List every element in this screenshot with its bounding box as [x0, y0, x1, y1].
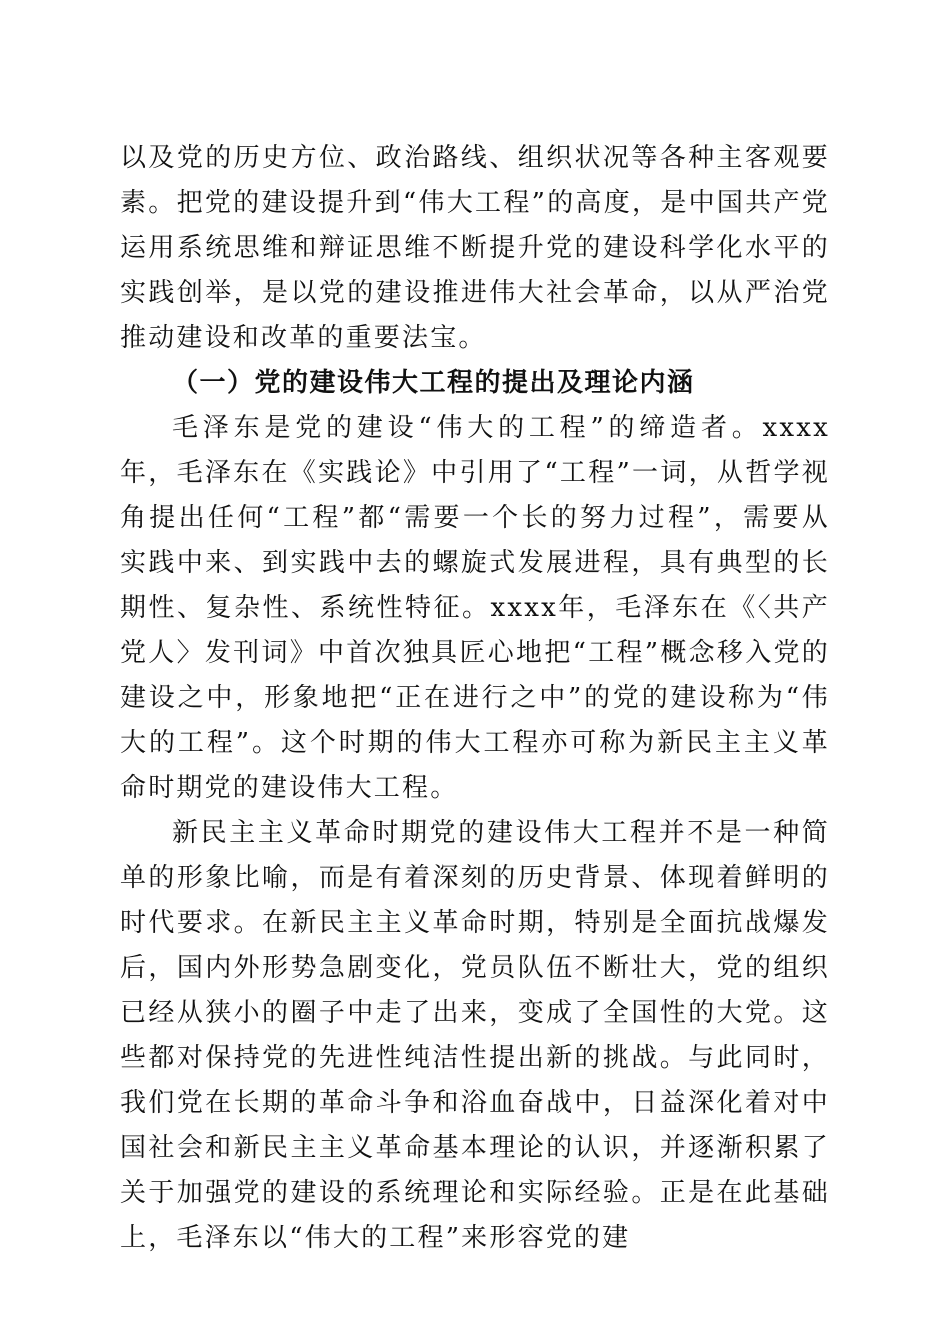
paragraph-mao-origin: 毛泽东是党的建设“伟大的工程”的缔造者。xxxx年，毛泽东在《实践论》中引用了“工程”一词，从哲学视角提出任何“工程”都“需要一个长的努力过程”，需要从实践中来、到实践中去的螺旋式发展进程，具有典型的长期性、复杂性、系统性特征。xxxx年，毛泽东在《〈共产党人〉发刊词》中首次独具匠心地把“工程”概念移入党的建设之中，形象地把“正在进行之中”的党的建设称为“伟大的工程”。这个时期的伟大工程亦可称为新民主主义革命时期党的建设伟大工程。	[120, 413, 830, 803]
document-body	[120, 136, 830, 1261]
paragraph-continuation: 以及党的历史方位、政治路线、组织状况等各种主客观要素。把党的建设提升到“伟大工程”的高度，是中国共产党运用系统思维和辩证思维不断提升党的建设科学化水平的实践创举，是以党的建设推进伟大社会革命，以从严治党推动建设和改革的重要法宝。	[120, 143, 830, 353]
paragraph-new-democratic-revolution: 新民主主义革命时期党的建设伟大工程并不是一种简单的形象比喻，而是有着深刻的历史背景、体现着鲜明的时代要求。在新民主主义革命时期，特别是全面抗战爆发后，国内外形势急剧变化，党员队伍不断壮大，党的组织已经从狭小的圈子中走了出来，变成了全国性的大党。这些都对保持党的先进性纯洁性提出新的挑战。与此同时，我们党在长期的革命斗争和浴血奋战中，日益深化着对中国社会和新民主主义革命基本理论的认识，并逐渐积累了关于加强党的建设的系统理论和实际经验。正是在此基础上，毛泽东以“伟大的工程”来形容党的建	[120, 818, 830, 1253]
section-heading: （一）党的建设伟大工程的提出及理论内涵	[172, 368, 695, 398]
